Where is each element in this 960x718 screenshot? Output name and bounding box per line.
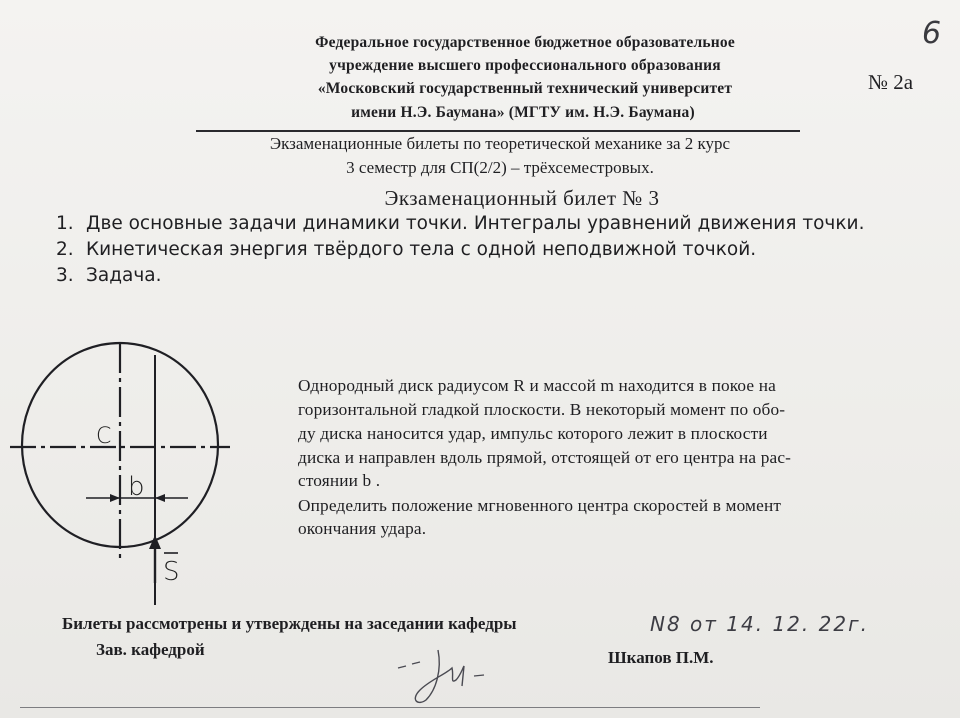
task-line-3: ду диска наносится удар, импульс которого лежит в плоскости xyxy=(298,424,768,443)
institution-line-2: учреждение высшего профессионального образования xyxy=(329,57,721,74)
question-1-text: Две основные задачи динамики точки. Интегралы уравнений движения точки. xyxy=(86,213,865,234)
question-2-number: 2. xyxy=(56,239,74,260)
approval-handwritten: N8 от 14. 12. 22г. xyxy=(650,612,869,636)
institution-line-1: Федеральное государственное бюджетное образовательное xyxy=(315,34,735,51)
task-line-4: диска и направлен вдоль прямой, отстоящей от его центра на рас- xyxy=(298,448,792,467)
subtitle-line-1: Экзаменационные билеты по теоретической механике за 2 курс xyxy=(269,134,731,153)
header-rule xyxy=(196,130,800,132)
question-2-text: Кинетическая энергия твёрдого тела с одной неподвижной точкой. xyxy=(86,239,757,260)
signature-image xyxy=(390,640,510,710)
distance-label: b xyxy=(128,472,145,502)
institution-line-4: имени Н.Э. Баумана» (МГТУ им. Н.Э. Баумана) xyxy=(351,104,695,121)
head-of-department-label: Зав. кафедрой xyxy=(96,640,205,659)
approval-text: Билеты рассмотрены и утверждены на заседании кафедры xyxy=(62,614,517,633)
task-line-5: стоянии b . xyxy=(298,471,381,490)
page-mark: 6 xyxy=(922,16,942,51)
subtitle-line-2: 3 семестр для СП(2/2) – трёхсеместровых. xyxy=(346,158,654,177)
question-3 xyxy=(56,265,161,286)
question-2 xyxy=(56,239,756,260)
distance-arrow-right xyxy=(155,494,165,502)
question-3-number: 3. xyxy=(56,265,74,286)
task-line-2: горизонтальной гладкой плоскости. В некоторый момент по обо- xyxy=(298,400,786,419)
head-of-department-name: Шкапов П.М. xyxy=(608,648,714,667)
impulse-label: S xyxy=(163,557,180,587)
exam-title: Экзаменационный билет № 3 xyxy=(384,186,660,210)
bottom-rule xyxy=(20,707,760,708)
task-line-7: окончания удара. xyxy=(298,519,427,538)
question-1-number: 1. xyxy=(56,213,74,234)
disk-diagram xyxy=(0,335,240,615)
institution-line-3: «Московский государственный технический университет xyxy=(317,80,733,97)
question-3-text: Задача. xyxy=(86,265,162,286)
distance-arrow-left xyxy=(110,494,120,502)
center-label: C xyxy=(96,424,112,449)
task-line-6: Определить положение мгновенного центра скоростей в момент xyxy=(298,496,782,515)
question-1 xyxy=(56,213,864,234)
task-line-1: Однородный диск радиусом R и массой m находится в покое на xyxy=(298,376,776,395)
ticket-set-number: № 2а xyxy=(868,70,914,94)
